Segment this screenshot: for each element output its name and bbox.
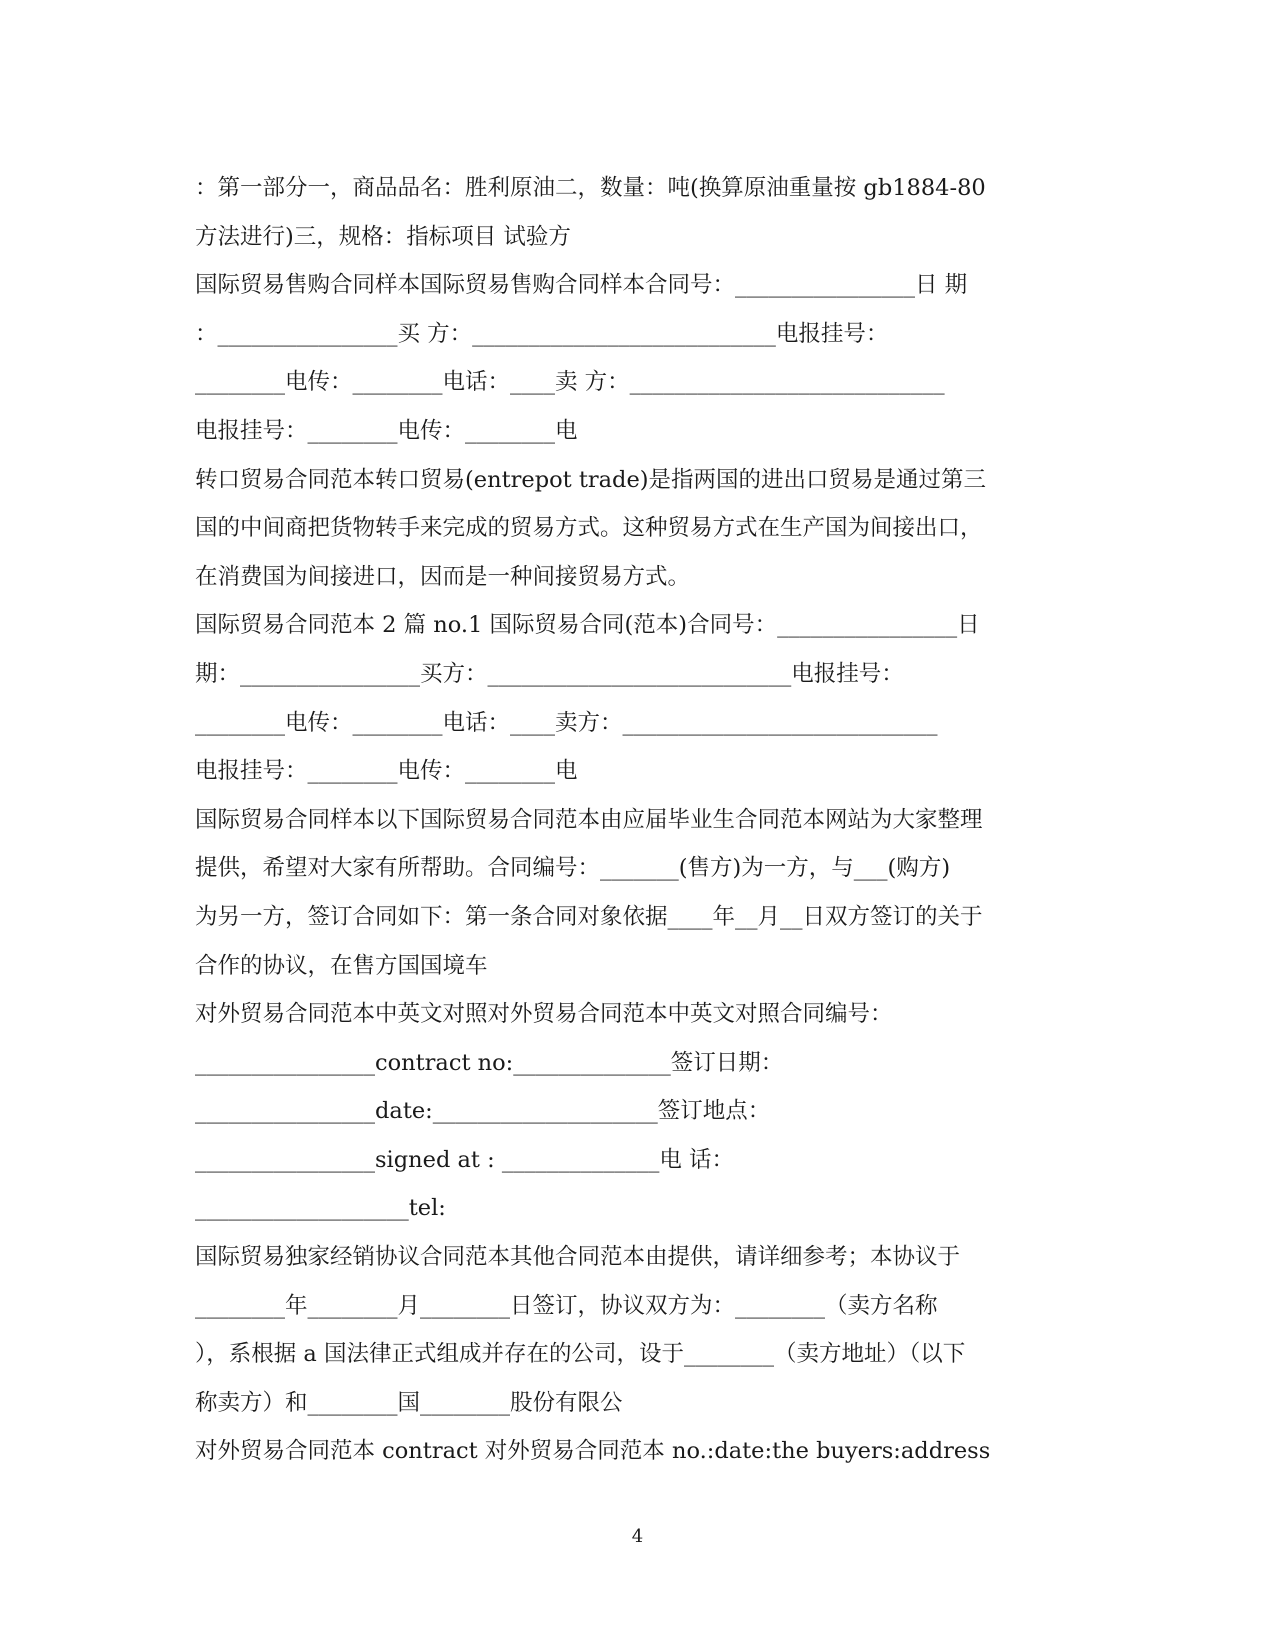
text-line: 国际贸易售购合同样本国际贸易售购合同样本合同号：________________日 期 <box>195 272 968 299</box>
text-line: ），系根据 a 国法律正式组成并存在的公司，设于________（卖方地址）（以下 <box>195 1341 966 1368</box>
text-line: 为另一方，签订合同如下：第一条合同对象依据____年__月__日双方签订的关于 <box>195 903 983 930</box>
text-line: ___________________tel: <box>195 1195 446 1222</box>
text-line: 提供，希望对大家有所帮助。合同编号：_______(售方)为一方，与___(购方) <box>195 855 951 882</box>
text-line: ________________signed at : ______________电 话： <box>195 1146 735 1173</box>
text-line: ________电传：________电话：____卖方：____________________________ <box>195 709 938 736</box>
text-line: 国的中间商把货物转手来完成的贸易方式。这种贸易方式在生产国为间接出口， <box>195 515 983 542</box>
text-line: 称卖方）和________国________股份有限公 <box>195 1389 623 1416</box>
text-line: 电报挂号：________电传：________电 <box>195 758 578 785</box>
text-line: ：________________买 方：___________________________电报挂号： <box>195 320 889 347</box>
text-line: 国际贸易合同范本 2 篇 no.1 国际贸易合同(范本)合同号：________________日 <box>195 612 980 639</box>
text-line: ：第一部分一，商品品名：胜利原油二，数量：吨(换算原油重量按 gb1884-80 <box>195 175 986 201</box>
document-body <box>195 164 1085 1476</box>
text-line: 对外贸易合同范本中英文对照对外贸易合同范本中英文对照合同编号： <box>195 1001 893 1028</box>
text-line: 电报挂号：________电传：________电 <box>195 417 578 444</box>
text-line: ________年________月________日签订，协议双方为：________（卖方名称 <box>195 1292 938 1319</box>
text-line: ________电传：________电话：____卖 方：____________________________ <box>195 369 945 396</box>
text-line: 国际贸易独家经销协议合同范本其他合同范本由提供，请详细参考；本协议于 <box>195 1244 961 1271</box>
text-line: 方法进行)三，规格：指标项目 试验方 <box>195 223 571 250</box>
text-line: 在消费国为间接进口，因而是一种间接贸易方式。 <box>195 563 691 590</box>
text-line: 期：________________买方：___________________________电报挂号： <box>195 660 904 687</box>
text-line: 对外贸易合同范本 contract 对外贸易合同范本 no.:date:the buyers:address <box>195 1438 991 1465</box>
text-line: 转口贸易合同范本转口贸易(entrepot trade)是指两国的进出口贸易是通过第三 <box>195 466 987 493</box>
text-line: 国际贸易合同样本以下国际贸易合同范本由应届毕业生合同范本网站为大家整理 <box>195 806 983 833</box>
page-number: 4 <box>631 1526 644 1547</box>
text-line: 合作的协议，在售方国国境车 <box>195 952 488 979</box>
text-line: ________________date:____________________签订地点： <box>195 1098 771 1125</box>
text-line: ________________contract no:______________签订日期： <box>195 1049 784 1076</box>
